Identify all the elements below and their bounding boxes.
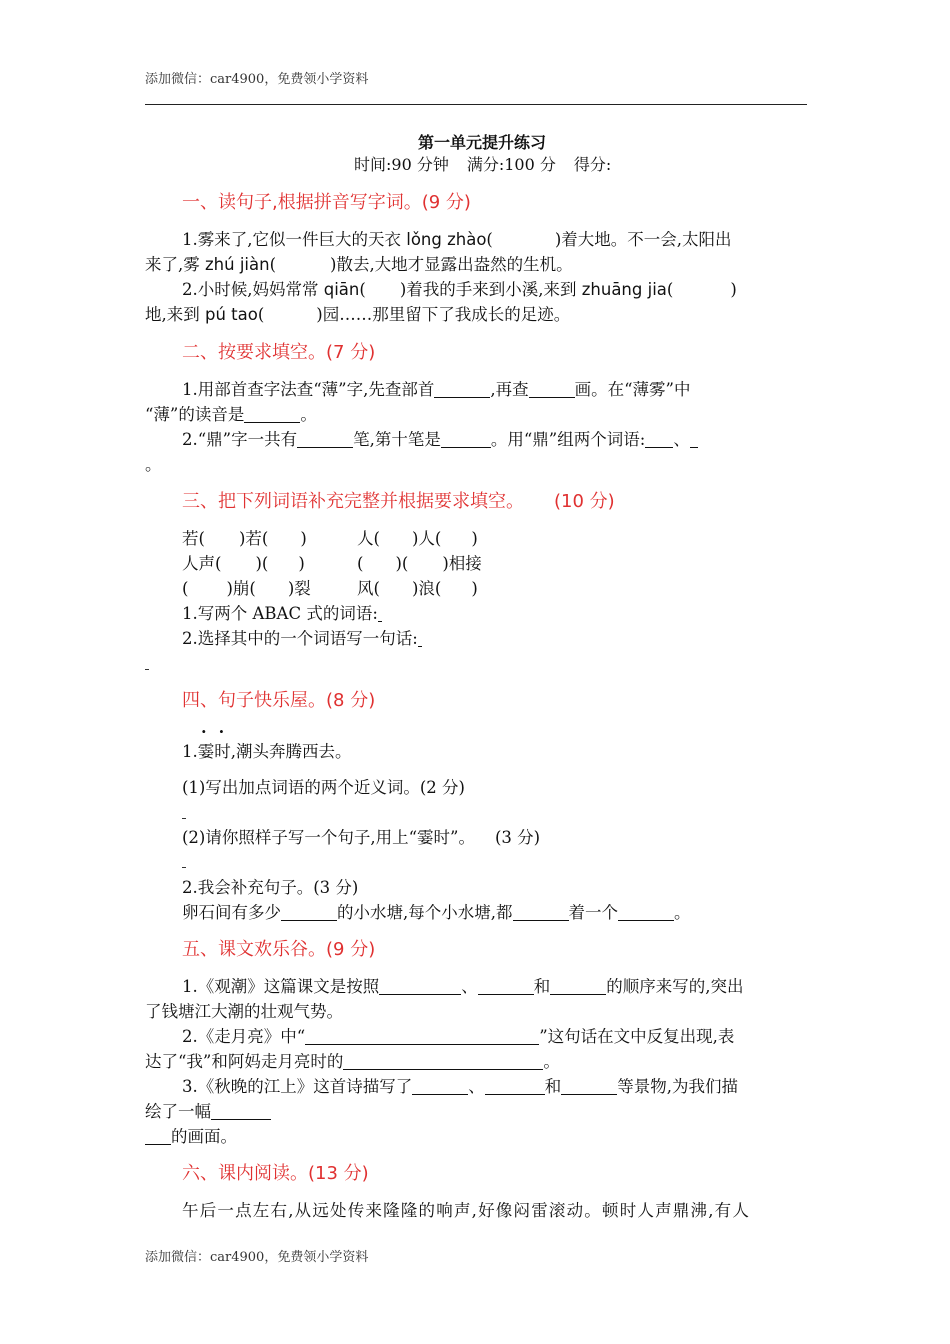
s5-text: 的画面。 [171, 1127, 237, 1146]
s5-line-4 [145, 1048, 560, 1072]
score-field: 得分: [573, 155, 612, 174]
exam-meta [354, 152, 611, 175]
s3-text: )崩( [226, 579, 256, 598]
s3-text: 人声( [182, 554, 222, 573]
s2-text: 。 [300, 405, 317, 424]
page-title: 第一单元提升练习 [418, 133, 547, 152]
s4-text: 。 [674, 903, 691, 922]
blank[interactable] [343, 1053, 543, 1071]
s5-text: 2.《走月亮》中“ [182, 1027, 306, 1046]
s3-text: )若( [238, 529, 269, 548]
s4-score: (3 分) [495, 828, 541, 847]
s1-line-4: 地,来到 pú tao( )园……那里留下了我成长的足迹。 [145, 305, 571, 324]
s2-text: 2.“鼎”字一共有 [182, 430, 298, 449]
s1-text: 2.小时候,妈妈常常 [182, 280, 324, 299]
blank[interactable] [485, 1078, 545, 1096]
blank[interactable] [690, 431, 698, 449]
section-1-title: 一、读句子,根据拼音写字词。(9 分) [182, 192, 471, 213]
s3-text: )( [395, 554, 409, 573]
s4-text: 的小水塘,每个小水塘,都 [337, 903, 513, 922]
emphasis-dots: .. [201, 718, 237, 737]
s5-line-3 [182, 1023, 734, 1047]
blank[interactable] [297, 431, 353, 449]
s2-line-1 [182, 376, 690, 400]
s1-text: 来了,雾 [145, 255, 205, 274]
time-limit: 时间:90 分钟 [354, 155, 449, 174]
s2-line-2 [145, 401, 317, 425]
s4-question-2 [182, 824, 540, 848]
s3-row-3-col-2 [357, 575, 478, 599]
s2-line-3 [182, 426, 698, 450]
section-3-score: (10 分) [554, 491, 615, 512]
blank[interactable] [645, 431, 673, 449]
s1-text: 1.雾来了,它似一件巨大的天衣 [182, 230, 407, 249]
blank[interactable] [478, 978, 534, 996]
s4-question-1: (1)写出加点词语的两个近义词。(2 分) [182, 778, 465, 797]
header-rule [145, 104, 807, 105]
blank[interactable] [244, 406, 300, 424]
s3-row-1-col-1 [182, 525, 307, 549]
s1-text: 地,来到 [145, 305, 205, 324]
full-score: 满分:100 分 [466, 155, 556, 174]
s3-text: )浪( [411, 579, 442, 598]
blank[interactable] [550, 978, 606, 996]
s5-line-6 [145, 1098, 271, 1122]
pinyin-1: lǒng zhào [406, 230, 487, 249]
s3-text: ( [357, 554, 364, 573]
s5-line-5 [182, 1073, 738, 1097]
header-text: 添加微信：car4900，免费领小学资料 [145, 72, 369, 87]
blank[interactable] [145, 1128, 171, 1146]
pinyin-2: zhú jiàn [205, 255, 270, 274]
s4-line-2: 2.我会补充句子。(3 分) [182, 878, 359, 897]
section-6-title: 六、课内阅读。(13 分) [182, 1163, 369, 1184]
blank[interactable] [211, 1103, 271, 1121]
s4-text: 卵石间有多少 [182, 903, 281, 922]
s5-line-7 [145, 1123, 237, 1147]
section-2-title: 二、按要求填空。(7 分) [182, 342, 376, 363]
s5-text: ”这句话在文中反复出现,表 [539, 1027, 735, 1046]
s2-text: 1.用部首查字法查“薄”字,先查部首 [182, 380, 435, 399]
blank[interactable] [529, 381, 575, 399]
blank[interactable] [618, 904, 674, 922]
s1-text: 着大地。不一会,太阳出 [561, 230, 732, 249]
s3-text: ) [298, 554, 305, 573]
s5-text: 3.《秋晚的江上》这首诗描写了 [182, 1077, 413, 1096]
s4-line-3 [182, 899, 691, 923]
s5-text: 、 [468, 1077, 485, 1096]
s3-text: 1.写两个 ABAC 式的词语: [182, 604, 378, 623]
s3-text: )人( [411, 529, 442, 548]
blank[interactable] [281, 904, 337, 922]
s2-text: 。用“鼎”组两个词语: [490, 430, 646, 449]
s1-line-2: 来了,雾 zhú jiàn( )散去,大地才显露出盎然的生机。 [145, 255, 573, 274]
s1-line-3: 2.小时候,妈妈常常 qiān( )着我的手来到小溪,来到 zhuāng jia( ) [182, 280, 737, 299]
blank[interactable] [305, 1028, 539, 1046]
s3-text: )相接 [442, 554, 482, 573]
s3-row-1-col-2 [357, 525, 478, 549]
s2-text: 画。在“薄雾”中 [574, 380, 691, 399]
s5-line-1 [182, 973, 744, 997]
blank[interactable] [418, 630, 422, 648]
footer-text: 添加微信：car4900，免费领小学资料 [145, 1250, 369, 1265]
s6-passage-line-1: 午后一点左右,从远处传来隆隆的响声,好像闷雷滚动。顿时人声鼎沸,有人 [182, 1201, 751, 1220]
s5-text: 等景物,为我们描 [617, 1077, 738, 1096]
s5-text: 、 [461, 977, 478, 996]
s3-text: )( [255, 554, 269, 573]
blank[interactable] [434, 381, 490, 399]
s2-line-4: 。 [145, 455, 162, 474]
s5-text: 绘了一幅 [145, 1102, 211, 1121]
s4-sentence: 1.霎时,潮头奔腾西去。 [182, 742, 352, 761]
s3-question-1 [182, 600, 382, 624]
s5-text: 的顺序来写的,突出 [606, 977, 744, 996]
section-4-title: 四、句子快乐屋。(8 分) [182, 690, 376, 711]
s3-text: 风( [357, 579, 380, 598]
pinyin-4: zhuāng jia [581, 280, 667, 299]
s5-line-2: 了钱塘江大潮的壮观气势。 [145, 1002, 343, 1021]
blank[interactable] [513, 904, 569, 922]
s3-row-3-col-1 [182, 575, 311, 599]
blank[interactable] [441, 431, 491, 449]
answer-line-mark [145, 669, 149, 670]
section-5-title: 五、课文欢乐谷。(9 分) [182, 939, 376, 960]
s3-text: ) [471, 529, 478, 548]
s5-text: 1.《观潮》这篇课文是按照 [182, 977, 380, 996]
section-3-title-text: 三、把下列词语补充完整并根据要求填空。 [182, 491, 524, 512]
s3-text: ( [182, 579, 189, 598]
s3-text: 2.选择其中的一个词语写一句话: [182, 629, 418, 648]
s4-text: 着一个 [568, 903, 618, 922]
s3-row-2-col-1 [182, 550, 305, 574]
s5-text: 和 [544, 1077, 562, 1096]
s3-text: 人( [357, 529, 380, 548]
s1-text: 散去,大地才显露出盎然的生机。 [336, 255, 573, 274]
s3-row-2-col-2 [357, 550, 482, 574]
s3-text: 若( [182, 529, 205, 548]
answer-line-mark [182, 818, 186, 819]
s2-text: “薄”的读音是 [145, 405, 245, 424]
s2-text: ,再查 [490, 380, 529, 399]
blank[interactable] [378, 605, 382, 623]
answer-line-mark [182, 867, 186, 868]
s5-text: 达了“我”和阿妈走月亮时的 [145, 1052, 344, 1071]
s1-text: 着我的手来到小溪,来到 [406, 280, 582, 299]
s1-line-1: 1.雾来了,它似一件巨大的天衣 lǒng zhào( )着大地。不一会,太阳出 [182, 230, 732, 249]
blank[interactable] [412, 1078, 468, 1096]
s3-text: )裂 [287, 579, 311, 598]
s5-text: 。 [543, 1052, 560, 1071]
s1-text: 园……那里留下了我成长的足迹。 [322, 305, 571, 324]
s3-text: ) [471, 579, 478, 598]
blank[interactable] [561, 1078, 617, 1096]
pinyin-5: pú tao [205, 305, 258, 324]
section-3-title [182, 487, 615, 513]
s2-text: 笔,第十笔是 [353, 430, 441, 449]
s3-question-2 [182, 625, 422, 649]
s4-text: (2)请你照样子写一个句子,用上“霎时”。 [182, 828, 475, 847]
pinyin-3: qiān [323, 280, 360, 299]
blank[interactable] [379, 978, 461, 996]
s5-text: 和 [533, 977, 551, 996]
s2-text: 、 [673, 430, 690, 449]
s3-text: ) [300, 529, 307, 548]
